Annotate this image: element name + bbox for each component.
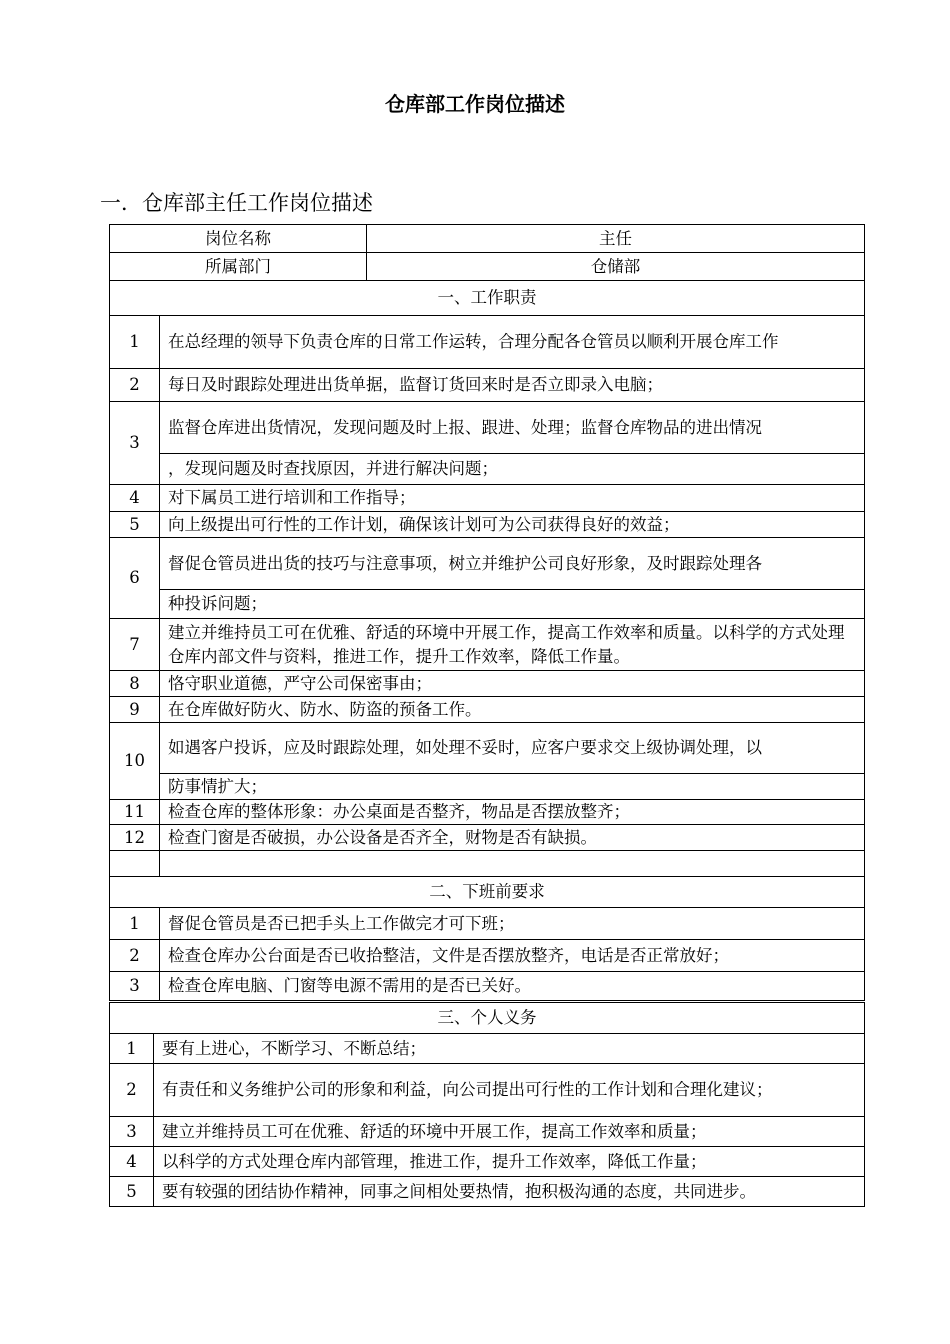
row-number: 1	[110, 316, 160, 369]
row-text: 向上级提出可行性的工作计划，确保该计划可为公司获得良好的效益；	[160, 512, 865, 538]
row-text: 要有较强的团结协作精神，同事之间相处要热情，抱积极沟通的态度，共同进步。	[154, 1177, 865, 1207]
empty-row	[110, 851, 865, 877]
row-number: 10	[110, 723, 160, 800]
row-text: 在仓库做好防火、防水、防盗的预备工作。	[160, 697, 865, 723]
table-row	[110, 1117, 865, 1147]
row-number: 1	[110, 908, 160, 940]
row-text: 恪守职业道德，严守公司保密事由；	[160, 671, 865, 697]
row-number: 2	[110, 940, 160, 972]
table-row	[110, 1147, 865, 1177]
obligations-table	[109, 1002, 865, 1207]
table-row	[110, 1177, 865, 1207]
row-number: 11	[110, 800, 160, 825]
table-row	[110, 723, 865, 774]
row-text: 有责任和义务维护公司的形象和利益，向公司提出可行性的工作计划和合理化建议；	[154, 1064, 865, 1117]
row-text-continued: ，发现问题及时查找原因，并进行解决问题；	[160, 454, 865, 485]
row-number: 2	[110, 369, 160, 402]
row-number: 8	[110, 671, 160, 697]
row-text: 建立并维持员工可在优雅、舒适的环境中开展工作，提高工作效率和质量。以科学的方式处理仓库内部文件与资料，推进工作，提升工作效率，降低工作量。	[160, 619, 865, 671]
row-text: 如遇客户投诉，应及时跟踪处理，如处理不妥时，应客户要求交上级协调处理，以	[160, 723, 865, 774]
row-text: 督促仓管员是否已把手头上工作做完才可下班；	[160, 908, 865, 940]
table-row	[110, 369, 865, 402]
row-number: 4	[110, 485, 160, 512]
job-description-table	[109, 224, 865, 1001]
row-number: 1	[110, 1034, 154, 1064]
table-row	[110, 697, 865, 723]
row-text-continued: 防事情扩大；	[160, 774, 865, 800]
row-text: 监督仓库进出货情况，发现问题及时上报、跟进、处理；监督仓库物品的进出情况	[160, 402, 865, 454]
row-number: 3	[110, 1117, 154, 1147]
table-row	[110, 940, 865, 972]
table-row	[110, 800, 865, 825]
table-row	[110, 512, 865, 538]
row-number: 2	[110, 1064, 154, 1117]
table-row	[110, 1064, 865, 1117]
table-row-continuation	[110, 590, 865, 619]
department-value: 仓储部	[367, 253, 865, 281]
department-label: 所属部门	[110, 253, 367, 281]
row-number: 12	[110, 825, 160, 851]
row-text: 以科学的方式处理仓库内部管理，推进工作，提升工作效率，降低工作量；	[154, 1147, 865, 1177]
row-text: 检查仓库办公台面是否已收拾整洁，文件是否摆放整齐，电话是否正常放好；	[160, 940, 865, 972]
row-number: 3	[110, 972, 160, 1001]
row-number: 3	[110, 402, 160, 485]
table-row-continuation	[110, 454, 865, 485]
table-row	[110, 1034, 865, 1064]
row-number: 4	[110, 1147, 154, 1177]
row-number: 6	[110, 538, 160, 619]
row-text: 检查仓库的整体形象：办公桌面是否整齐，物品是否摆放整齐；	[160, 800, 865, 825]
row-number: 9	[110, 697, 160, 723]
table-row	[110, 671, 865, 697]
position-label: 岗位名称	[110, 225, 367, 253]
row-number: 5	[110, 512, 160, 538]
row-text: 检查门窗是否破损，办公设备是否齐全，财物是否有缺损。	[160, 825, 865, 851]
row-text: 建立并维持员工可在优雅、舒适的环境中开展工作，提高工作效率和质量；	[154, 1117, 865, 1147]
table-row	[110, 316, 865, 369]
row-text: 要有上进心，不断学习、不断总结；	[154, 1034, 865, 1064]
table-row	[110, 972, 865, 1001]
row-text: 检查仓库电脑、门窗等电源不需用的是否已关好。	[160, 972, 865, 1001]
table-row	[110, 402, 865, 454]
table-row	[110, 619, 865, 671]
table-row-continuation	[110, 774, 865, 800]
position-value: 主任	[367, 225, 865, 253]
section-heading: 一．仓库部主任工作岗位描述	[100, 191, 373, 215]
table-row	[110, 825, 865, 851]
empty-cell	[110, 851, 160, 877]
table-row	[110, 538, 865, 590]
row-number: 5	[110, 1177, 154, 1207]
table-row	[110, 908, 865, 940]
department-row	[110, 253, 865, 281]
empty-cell	[160, 851, 865, 877]
duties-heading: 一、工作职责	[110, 281, 865, 316]
document-title: 仓库部工作岗位描述	[385, 92, 565, 116]
row-text: 督促仓管员进出货的技巧与注意事项，树立并维护公司良好形象，及时跟踪处理各	[160, 538, 865, 590]
row-text: 每日及时跟踪处理进出货单据，监督订货回来时是否立即录入电脑；	[160, 369, 865, 402]
obligations-heading: 三、个人义务	[110, 1003, 865, 1034]
table-row	[110, 485, 865, 512]
before-leaving-heading: 二、下班前要求	[110, 877, 865, 908]
row-number: 7	[110, 619, 160, 671]
row-text: 对下属员工进行培训和工作指导；	[160, 485, 865, 512]
row-text: 在总经理的领导下负责仓库的日常工作运转，合理分配各仓管员以顺利开展仓库工作	[160, 316, 865, 369]
position-row	[110, 225, 865, 253]
row-text-continued: 种投诉问题；	[160, 590, 865, 619]
